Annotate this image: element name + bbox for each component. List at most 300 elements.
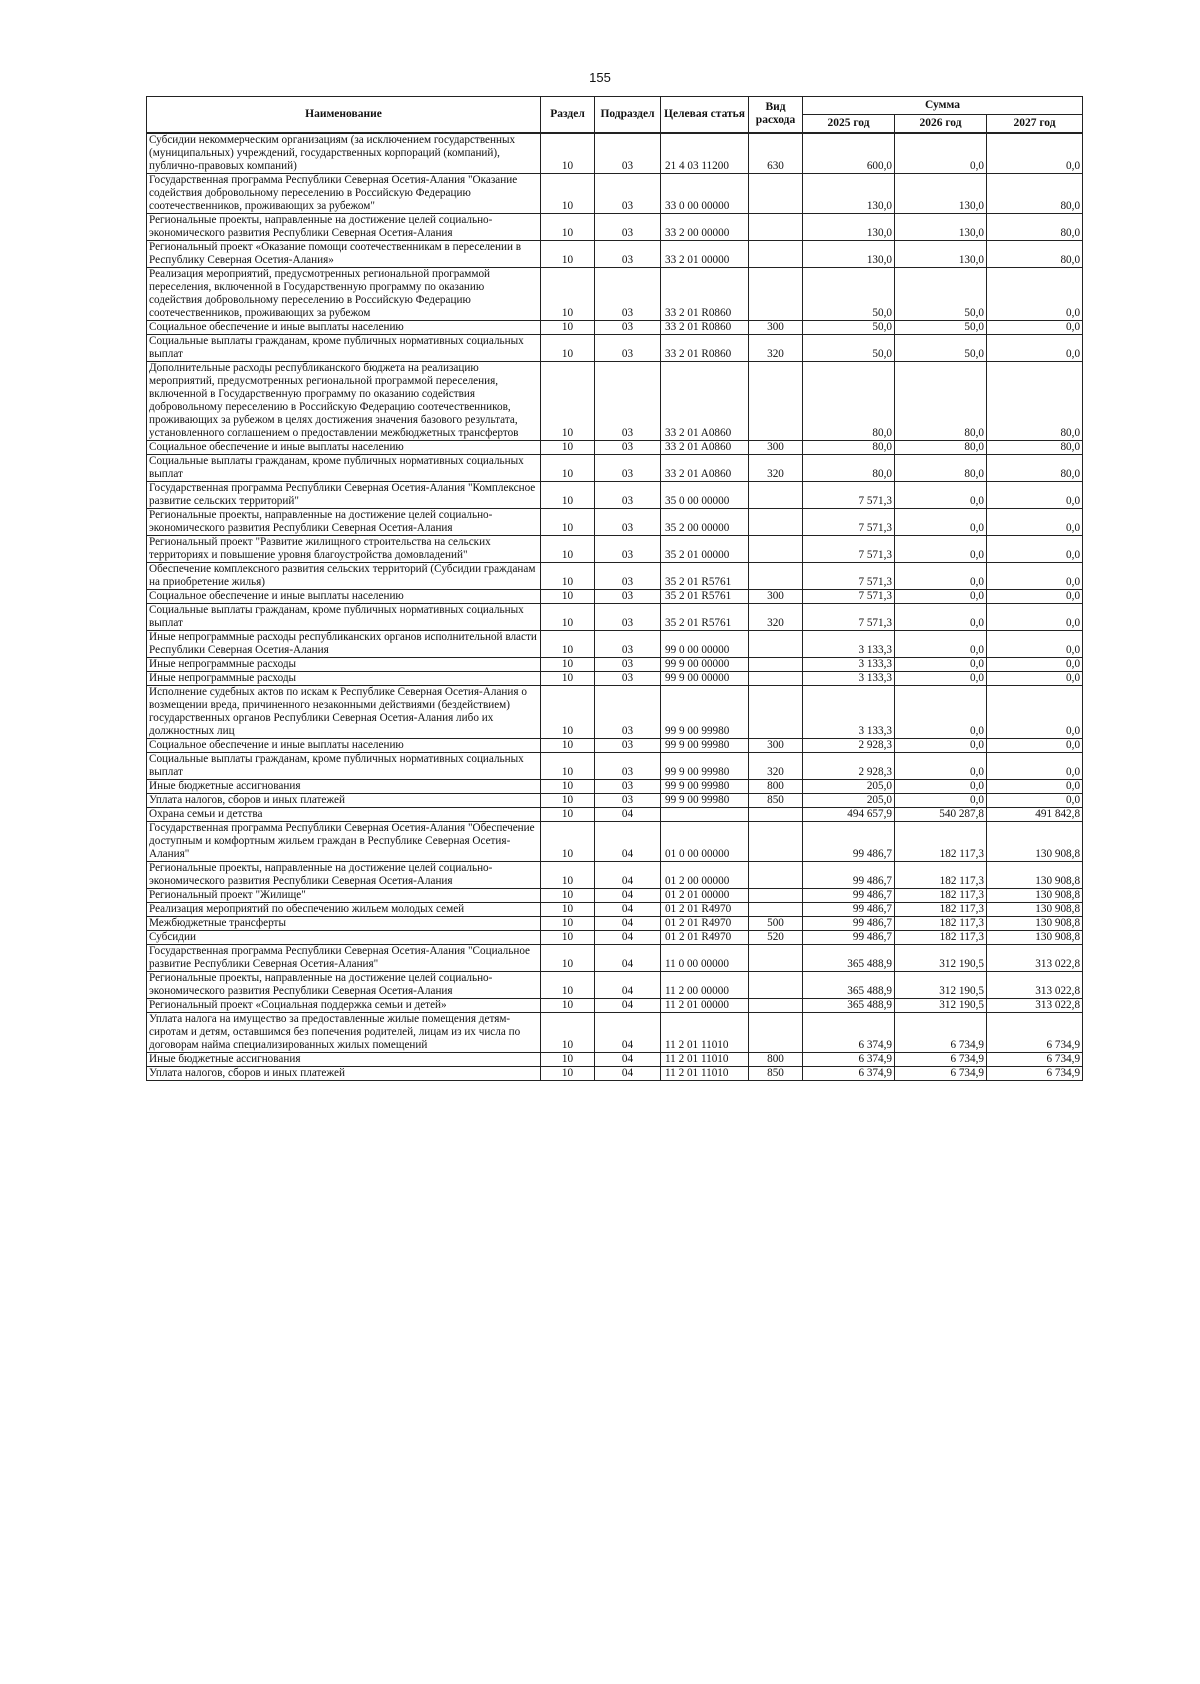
row-amount-2025: 80,0 bbox=[803, 454, 895, 481]
row-vid bbox=[749, 267, 803, 320]
row-vid bbox=[749, 508, 803, 535]
row-amount-2027: 80,0 bbox=[987, 454, 1083, 481]
row-razdel: 10 bbox=[541, 133, 595, 174]
table-header bbox=[147, 97, 1083, 133]
row-razdel: 10 bbox=[541, 779, 595, 793]
row-amount-2025: 7 571,3 bbox=[803, 603, 895, 630]
row-amount-2026: 130,0 bbox=[895, 173, 987, 213]
row-podrazdel: 03 bbox=[595, 685, 661, 738]
row-razdel: 10 bbox=[541, 535, 595, 562]
table-row bbox=[147, 930, 1083, 944]
row-amount-2025: 3 133,3 bbox=[803, 671, 895, 685]
table-row bbox=[147, 779, 1083, 793]
row-razdel: 10 bbox=[541, 971, 595, 998]
row-podrazdel: 04 bbox=[595, 902, 661, 916]
row-amount-2027: 0,0 bbox=[987, 589, 1083, 603]
row-celevaya: 11 2 01 00000 bbox=[661, 998, 749, 1012]
row-podrazdel: 04 bbox=[595, 998, 661, 1012]
row-name: Иные непрограммные расходы республиканских органов исполнительной власти Республики Северная Осетия-Алания bbox=[147, 630, 541, 657]
row-podrazdel: 04 bbox=[595, 807, 661, 821]
row-amount-2025: 7 571,3 bbox=[803, 481, 895, 508]
row-podrazdel: 03 bbox=[595, 657, 661, 671]
row-name: Иные бюджетные ассигнования bbox=[147, 1052, 541, 1066]
row-podrazdel: 03 bbox=[595, 440, 661, 454]
row-podrazdel: 03 bbox=[595, 213, 661, 240]
table-row bbox=[147, 361, 1083, 440]
row-podrazdel: 03 bbox=[595, 671, 661, 685]
row-amount-2026: 6 734,9 bbox=[895, 1012, 987, 1052]
table-row bbox=[147, 793, 1083, 807]
row-amount-2027: 130 908,8 bbox=[987, 821, 1083, 861]
row-razdel: 10 bbox=[541, 454, 595, 481]
row-amount-2025: 7 571,3 bbox=[803, 535, 895, 562]
row-name: Иные непрограммные расходы bbox=[147, 657, 541, 671]
table-row bbox=[147, 1066, 1083, 1080]
row-celevaya: 99 9 00 99980 bbox=[661, 752, 749, 779]
row-amount-2025: 6 374,9 bbox=[803, 1012, 895, 1052]
row-podrazdel: 04 bbox=[595, 916, 661, 930]
table-row bbox=[147, 213, 1083, 240]
row-name: Государственная программа Республики Северная Осетия-Алания "Обеспечение доступным и комфортным жильем граждан в Республике Северная Осетия-Алания" bbox=[147, 821, 541, 861]
row-amount-2027: 130 908,8 bbox=[987, 888, 1083, 902]
row-celevaya: 35 2 01 R5761 bbox=[661, 603, 749, 630]
table-row bbox=[147, 334, 1083, 361]
row-celevaya: 11 2 00 00000 bbox=[661, 971, 749, 998]
row-podrazdel: 04 bbox=[595, 1052, 661, 1066]
row-razdel: 10 bbox=[541, 998, 595, 1012]
row-amount-2027: 0,0 bbox=[987, 267, 1083, 320]
row-amount-2027: 130 908,8 bbox=[987, 930, 1083, 944]
row-name: Региональные проекты, направленные на достижение целей социально-экономического развития Республики Северная Осетия-Алания bbox=[147, 508, 541, 535]
row-amount-2027: 0,0 bbox=[987, 562, 1083, 589]
row-amount-2027: 0,0 bbox=[987, 793, 1083, 807]
row-amount-2026: 0,0 bbox=[895, 779, 987, 793]
row-amount-2027: 0,0 bbox=[987, 535, 1083, 562]
row-vid bbox=[749, 685, 803, 738]
row-amount-2026: 182 117,3 bbox=[895, 861, 987, 888]
row-vid bbox=[749, 861, 803, 888]
row-amount-2025: 99 486,7 bbox=[803, 888, 895, 902]
row-celevaya: 99 9 00 99980 bbox=[661, 793, 749, 807]
row-amount-2025: 7 571,3 bbox=[803, 562, 895, 589]
row-celevaya: 01 2 01 R4970 bbox=[661, 902, 749, 916]
row-razdel: 10 bbox=[541, 685, 595, 738]
row-name: Реализация мероприятий по обеспечению жильем молодых семей bbox=[147, 902, 541, 916]
row-amount-2026: 312 190,5 bbox=[895, 971, 987, 998]
row-podrazdel: 04 bbox=[595, 861, 661, 888]
row-amount-2026: 6 734,9 bbox=[895, 1052, 987, 1066]
row-vid: 800 bbox=[749, 779, 803, 793]
table-row bbox=[147, 821, 1083, 861]
row-podrazdel: 03 bbox=[595, 361, 661, 440]
row-amount-2026: 50,0 bbox=[895, 267, 987, 320]
row-amount-2027: 0,0 bbox=[987, 685, 1083, 738]
row-vid: 320 bbox=[749, 603, 803, 630]
row-amount-2026: 0,0 bbox=[895, 671, 987, 685]
row-name: Региональный проект "Развитие жилищного строительства на сельских территориях и повышение уровня благоустройства домовладений" bbox=[147, 535, 541, 562]
table-row bbox=[147, 481, 1083, 508]
row-razdel: 10 bbox=[541, 173, 595, 213]
row-amount-2027: 130 908,8 bbox=[987, 916, 1083, 930]
header-year-2025: 2025 год bbox=[803, 115, 895, 133]
row-vid bbox=[749, 807, 803, 821]
row-amount-2025: 7 571,3 bbox=[803, 589, 895, 603]
row-razdel: 10 bbox=[541, 793, 595, 807]
row-amount-2027: 313 022,8 bbox=[987, 998, 1083, 1012]
row-amount-2026: 0,0 bbox=[895, 133, 987, 174]
row-amount-2027: 6 734,9 bbox=[987, 1012, 1083, 1052]
row-amount-2026: 80,0 bbox=[895, 440, 987, 454]
row-podrazdel: 03 bbox=[595, 779, 661, 793]
row-name: Социальное обеспечение и иные выплаты населению bbox=[147, 589, 541, 603]
row-amount-2026: 0,0 bbox=[895, 562, 987, 589]
row-amount-2027: 313 022,8 bbox=[987, 944, 1083, 971]
row-vid: 320 bbox=[749, 752, 803, 779]
row-amount-2025: 205,0 bbox=[803, 793, 895, 807]
row-podrazdel: 03 bbox=[595, 603, 661, 630]
row-amount-2025: 365 488,9 bbox=[803, 944, 895, 971]
table-row bbox=[147, 1052, 1083, 1066]
row-podrazdel: 03 bbox=[595, 481, 661, 508]
row-amount-2025: 130,0 bbox=[803, 240, 895, 267]
row-celevaya: 99 9 00 00000 bbox=[661, 671, 749, 685]
row-vid: 850 bbox=[749, 793, 803, 807]
row-name: Обеспечение комплексного развития сельских территорий (Субсидии гражданам на приобретение жилья) bbox=[147, 562, 541, 589]
row-celevaya: 33 2 00 00000 bbox=[661, 213, 749, 240]
row-razdel: 10 bbox=[541, 671, 595, 685]
row-razdel: 10 bbox=[541, 240, 595, 267]
row-amount-2027: 491 842,8 bbox=[987, 807, 1083, 821]
row-name: Уплата налогов, сборов и иных платежей bbox=[147, 793, 541, 807]
row-vid bbox=[749, 821, 803, 861]
row-podrazdel: 04 bbox=[595, 944, 661, 971]
row-celevaya: 35 2 01 R5761 bbox=[661, 562, 749, 589]
table-row bbox=[147, 998, 1083, 1012]
row-name: Социальное обеспечение и иные выплаты населению bbox=[147, 440, 541, 454]
table-row bbox=[147, 630, 1083, 657]
row-name: Иные непрограммные расходы bbox=[147, 671, 541, 685]
row-vid: 320 bbox=[749, 334, 803, 361]
row-razdel: 10 bbox=[541, 508, 595, 535]
row-amount-2027: 80,0 bbox=[987, 440, 1083, 454]
table-row bbox=[147, 861, 1083, 888]
row-amount-2025: 365 488,9 bbox=[803, 971, 895, 998]
row-vid: 630 bbox=[749, 133, 803, 174]
row-amount-2025: 50,0 bbox=[803, 267, 895, 320]
row-amount-2026: 50,0 bbox=[895, 334, 987, 361]
row-podrazdel: 04 bbox=[595, 930, 661, 944]
row-razdel: 10 bbox=[541, 657, 595, 671]
row-celevaya: 11 2 01 11010 bbox=[661, 1066, 749, 1080]
row-podrazdel: 03 bbox=[595, 133, 661, 174]
row-amount-2027: 0,0 bbox=[987, 671, 1083, 685]
row-celevaya: 33 2 01 A0860 bbox=[661, 361, 749, 440]
table-row bbox=[147, 944, 1083, 971]
row-razdel: 10 bbox=[541, 738, 595, 752]
row-amount-2026: 0,0 bbox=[895, 738, 987, 752]
row-amount-2025: 2 928,3 bbox=[803, 738, 895, 752]
row-amount-2026: 130,0 bbox=[895, 213, 987, 240]
row-amount-2025: 99 486,7 bbox=[803, 902, 895, 916]
row-razdel: 10 bbox=[541, 944, 595, 971]
row-celevaya: 99 0 00 00000 bbox=[661, 630, 749, 657]
row-amount-2025: 130,0 bbox=[803, 213, 895, 240]
row-amount-2025: 50,0 bbox=[803, 320, 895, 334]
row-amount-2027: 0,0 bbox=[987, 603, 1083, 630]
row-vid: 320 bbox=[749, 454, 803, 481]
row-celevaya: 33 2 01 00000 bbox=[661, 240, 749, 267]
row-vid: 300 bbox=[749, 320, 803, 334]
row-podrazdel: 03 bbox=[595, 240, 661, 267]
row-name: Исполнение судебных актов по искам к Республике Северная Осетия-Алания о возмещении вреда, причиненного незаконными действиями (бездействием) государственных органов Республики Северная Осетия-Алания либо их должностных лиц bbox=[147, 685, 541, 738]
row-celevaya: 01 2 00 00000 bbox=[661, 861, 749, 888]
row-amount-2027: 80,0 bbox=[987, 173, 1083, 213]
row-vid bbox=[749, 240, 803, 267]
row-celevaya: 33 2 01 R0860 bbox=[661, 267, 749, 320]
row-celevaya: 01 2 01 R4970 bbox=[661, 930, 749, 944]
row-celevaya: 01 0 00 00000 bbox=[661, 821, 749, 861]
row-podrazdel: 03 bbox=[595, 508, 661, 535]
row-amount-2025: 99 486,7 bbox=[803, 861, 895, 888]
row-podrazdel: 04 bbox=[595, 1066, 661, 1080]
row-celevaya: 99 9 00 99980 bbox=[661, 779, 749, 793]
row-amount-2025: 6 374,9 bbox=[803, 1052, 895, 1066]
header-summa: Сумма bbox=[803, 97, 1083, 115]
table-row bbox=[147, 320, 1083, 334]
row-amount-2025: 99 486,7 bbox=[803, 916, 895, 930]
row-amount-2025: 205,0 bbox=[803, 779, 895, 793]
row-amount-2026: 6 734,9 bbox=[895, 1066, 987, 1080]
row-celevaya: 35 0 00 00000 bbox=[661, 481, 749, 508]
table-row bbox=[147, 671, 1083, 685]
row-vid bbox=[749, 1012, 803, 1052]
row-podrazdel: 04 bbox=[595, 971, 661, 998]
row-amount-2027: 80,0 bbox=[987, 213, 1083, 240]
row-name: Государственная программа Республики Северная Осетия-Алания "Комплексное развитие сельских территорий" bbox=[147, 481, 541, 508]
row-razdel: 10 bbox=[541, 861, 595, 888]
row-celevaya: 33 2 01 R0860 bbox=[661, 334, 749, 361]
row-amount-2027: 0,0 bbox=[987, 779, 1083, 793]
row-amount-2025: 6 374,9 bbox=[803, 1066, 895, 1080]
row-name: Региональные проекты, направленные на достижение целей социально-экономического развития Республики Северная Осетия-Алания bbox=[147, 971, 541, 998]
row-amount-2026: 182 117,3 bbox=[895, 888, 987, 902]
row-podrazdel: 03 bbox=[595, 793, 661, 807]
row-amount-2026: 80,0 bbox=[895, 454, 987, 481]
row-celevaya: 33 2 01 A0860 bbox=[661, 440, 749, 454]
row-razdel: 10 bbox=[541, 320, 595, 334]
row-podrazdel: 03 bbox=[595, 562, 661, 589]
header-vid: Вид расхода bbox=[749, 97, 803, 133]
row-amount-2025: 3 133,3 bbox=[803, 685, 895, 738]
header-podrazdel: Подраздел bbox=[595, 97, 661, 133]
row-name: Социальное обеспечение и иные выплаты населению bbox=[147, 320, 541, 334]
row-vid bbox=[749, 562, 803, 589]
row-amount-2026: 80,0 bbox=[895, 361, 987, 440]
row-vid: 800 bbox=[749, 1052, 803, 1066]
row-name: Субсидии некоммерческим организациям (за исключением государственных (муниципальных) учреждений, государственных корпораций (компаний), публично-правовых компаний) bbox=[147, 133, 541, 174]
row-amount-2027: 0,0 bbox=[987, 657, 1083, 671]
row-razdel: 10 bbox=[541, 1012, 595, 1052]
row-podrazdel: 03 bbox=[595, 752, 661, 779]
row-amount-2027: 0,0 bbox=[987, 481, 1083, 508]
row-name: Реализация мероприятий, предусмотренных региональной программой переселения, включенной в Государственную программу по оказанию содействия добровольному переселению в Российскую Федерацию соотечественников, проживающих за рубежом bbox=[147, 267, 541, 320]
row-razdel: 10 bbox=[541, 267, 595, 320]
table-row bbox=[147, 916, 1083, 930]
row-razdel: 10 bbox=[541, 752, 595, 779]
row-vid bbox=[749, 361, 803, 440]
row-name: Межбюджетные трансферты bbox=[147, 916, 541, 930]
row-name: Социальное обеспечение и иные выплаты населению bbox=[147, 738, 541, 752]
row-name: Региональный проект «Социальная поддержка семьи и детей» bbox=[147, 998, 541, 1012]
row-name: Субсидии bbox=[147, 930, 541, 944]
row-amount-2027: 0,0 bbox=[987, 630, 1083, 657]
row-amount-2026: 0,0 bbox=[895, 589, 987, 603]
row-vid: 300 bbox=[749, 738, 803, 752]
table-body bbox=[147, 133, 1083, 1081]
row-vid bbox=[749, 888, 803, 902]
row-vid bbox=[749, 213, 803, 240]
row-amount-2026: 0,0 bbox=[895, 793, 987, 807]
row-amount-2026: 0,0 bbox=[895, 603, 987, 630]
row-vid: 300 bbox=[749, 440, 803, 454]
row-amount-2027: 130 908,8 bbox=[987, 861, 1083, 888]
row-vid bbox=[749, 944, 803, 971]
table-row bbox=[147, 267, 1083, 320]
table-row bbox=[147, 971, 1083, 998]
row-celevaya: 01 2 01 00000 bbox=[661, 888, 749, 902]
row-name: Иные бюджетные ассигнования bbox=[147, 779, 541, 793]
header-celevaya: Целевая статья bbox=[661, 97, 749, 133]
row-name: Государственная программа Республики Северная Осетия-Алания "Социальное развитие Республики Северная Осетия-Алания" bbox=[147, 944, 541, 971]
row-amount-2027: 0,0 bbox=[987, 738, 1083, 752]
row-amount-2027: 6 734,9 bbox=[987, 1052, 1083, 1066]
row-razdel: 10 bbox=[541, 334, 595, 361]
row-amount-2025: 365 488,9 bbox=[803, 998, 895, 1012]
row-razdel: 10 bbox=[541, 821, 595, 861]
row-celevaya bbox=[661, 807, 749, 821]
row-razdel: 10 bbox=[541, 630, 595, 657]
row-razdel: 10 bbox=[541, 902, 595, 916]
row-celevaya: 21 4 03 11200 bbox=[661, 133, 749, 174]
row-vid bbox=[749, 535, 803, 562]
row-podrazdel: 03 bbox=[595, 738, 661, 752]
row-name: Региональный проект «Оказание помощи соотечественникам в переселении в Республику Северная Осетия-Алания» bbox=[147, 240, 541, 267]
row-celevaya: 33 2 01 R0860 bbox=[661, 320, 749, 334]
table-row bbox=[147, 1012, 1083, 1052]
row-amount-2025: 99 486,7 bbox=[803, 821, 895, 861]
row-amount-2027: 0,0 bbox=[987, 320, 1083, 334]
table-row bbox=[147, 173, 1083, 213]
row-amount-2027: 0,0 bbox=[987, 508, 1083, 535]
row-amount-2027: 0,0 bbox=[987, 334, 1083, 361]
row-amount-2027: 0,0 bbox=[987, 752, 1083, 779]
row-celevaya: 11 0 00 00000 bbox=[661, 944, 749, 971]
row-celevaya: 99 9 00 99980 bbox=[661, 738, 749, 752]
row-podrazdel: 03 bbox=[595, 589, 661, 603]
row-vid bbox=[749, 971, 803, 998]
row-razdel: 10 bbox=[541, 930, 595, 944]
row-vid bbox=[749, 630, 803, 657]
table-row bbox=[147, 807, 1083, 821]
row-amount-2026: 182 117,3 bbox=[895, 930, 987, 944]
row-amount-2027: 313 022,8 bbox=[987, 971, 1083, 998]
row-celevaya: 99 9 00 00000 bbox=[661, 657, 749, 671]
budget-table bbox=[146, 96, 1083, 1081]
row-amount-2026: 0,0 bbox=[895, 685, 987, 738]
table-row bbox=[147, 902, 1083, 916]
row-razdel: 10 bbox=[541, 807, 595, 821]
table-row bbox=[147, 508, 1083, 535]
row-name: Охрана семьи и детства bbox=[147, 807, 541, 821]
row-name: Социальные выплаты гражданам, кроме публичных нормативных социальных выплат bbox=[147, 603, 541, 630]
row-amount-2027: 80,0 bbox=[987, 240, 1083, 267]
row-vid bbox=[749, 671, 803, 685]
table-row bbox=[147, 589, 1083, 603]
row-razdel: 10 bbox=[541, 213, 595, 240]
row-amount-2026: 182 117,3 bbox=[895, 916, 987, 930]
row-vid bbox=[749, 902, 803, 916]
row-amount-2026: 312 190,5 bbox=[895, 944, 987, 971]
row-name: Региональные проекты, направленные на достижение целей социально-экономического развития Республики Северная Осетия-Алания bbox=[147, 213, 541, 240]
page-number: 155 bbox=[589, 70, 611, 85]
table-row bbox=[147, 738, 1083, 752]
row-celevaya: 35 2 01 R5761 bbox=[661, 589, 749, 603]
table-row bbox=[147, 657, 1083, 671]
table-row bbox=[147, 454, 1083, 481]
row-amount-2025: 99 486,7 bbox=[803, 930, 895, 944]
table-row bbox=[147, 133, 1083, 174]
row-amount-2026: 0,0 bbox=[895, 535, 987, 562]
row-vid bbox=[749, 481, 803, 508]
row-name: Уплата налога на имущество за предоставленные жилые помещения детям-сиротам и детям, оставшимся без попечения родителей, лицам из их числа по договорам найма специализированных жилых помещений bbox=[147, 1012, 541, 1052]
row-name: Социальные выплаты гражданам, кроме публичных нормативных социальных выплат bbox=[147, 752, 541, 779]
table-row bbox=[147, 752, 1083, 779]
row-amount-2025: 50,0 bbox=[803, 334, 895, 361]
row-vid: 850 bbox=[749, 1066, 803, 1080]
row-amount-2026: 312 190,5 bbox=[895, 998, 987, 1012]
row-podrazdel: 03 bbox=[595, 454, 661, 481]
row-podrazdel: 04 bbox=[595, 888, 661, 902]
row-amount-2026: 0,0 bbox=[895, 630, 987, 657]
row-amount-2026: 0,0 bbox=[895, 508, 987, 535]
table-row bbox=[147, 240, 1083, 267]
header-year-2026: 2026 год bbox=[895, 115, 987, 133]
row-razdel: 10 bbox=[541, 916, 595, 930]
row-vid: 300 bbox=[749, 589, 803, 603]
row-celevaya: 11 2 01 11010 bbox=[661, 1052, 749, 1066]
row-name: Государственная программа Республики Северная Осетия-Алания "Оказание содействия добровольному переселению в Российскую Федерацию соотечественников, проживающих за рубежом" bbox=[147, 173, 541, 213]
header-year-2027: 2027 год bbox=[987, 115, 1083, 133]
table-row bbox=[147, 535, 1083, 562]
row-razdel: 10 bbox=[541, 1052, 595, 1066]
row-amount-2025: 2 928,3 bbox=[803, 752, 895, 779]
row-amount-2026: 0,0 bbox=[895, 481, 987, 508]
row-razdel: 10 bbox=[541, 361, 595, 440]
row-podrazdel: 03 bbox=[595, 630, 661, 657]
table-row bbox=[147, 888, 1083, 902]
row-podrazdel: 03 bbox=[595, 535, 661, 562]
row-razdel: 10 bbox=[541, 1066, 595, 1080]
row-razdel: 10 bbox=[541, 888, 595, 902]
row-celevaya: 33 2 01 A0860 bbox=[661, 454, 749, 481]
row-amount-2027: 0,0 bbox=[987, 133, 1083, 174]
row-amount-2025: 80,0 bbox=[803, 440, 895, 454]
table-row bbox=[147, 440, 1083, 454]
row-podrazdel: 03 bbox=[595, 320, 661, 334]
row-razdel: 10 bbox=[541, 562, 595, 589]
row-vid: 520 bbox=[749, 930, 803, 944]
row-name: Социальные выплаты гражданам, кроме публичных нормативных социальных выплат bbox=[147, 334, 541, 361]
